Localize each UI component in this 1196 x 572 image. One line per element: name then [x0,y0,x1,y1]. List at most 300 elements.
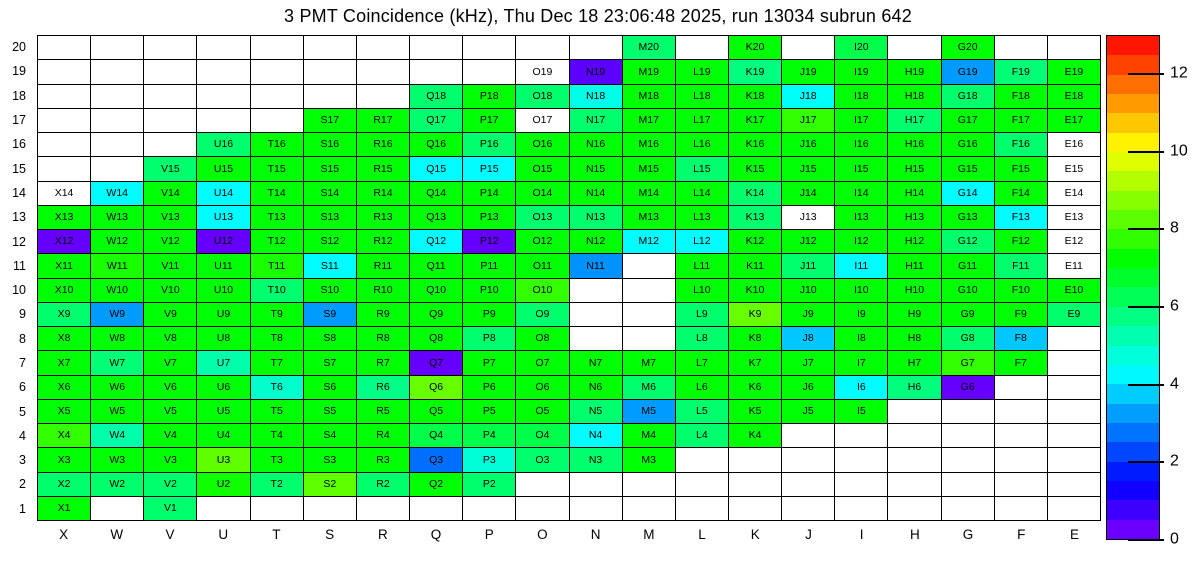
heatmap-cell-S1 [304,497,357,521]
heatmap-cell-T14: T14 [251,182,304,206]
heatmap-cell-L16: L16 [676,133,729,157]
heatmap-cell-M11 [623,254,676,278]
heatmap-cell-X19 [38,60,91,84]
heatmap-cell-K17: K17 [729,109,782,133]
heatmap-cell-F16: F16 [995,133,1048,157]
column-label-L: L [698,527,706,542]
heatmap-cell-R4: R4 [357,424,410,448]
heatmap-cell-L5: L5 [676,400,729,424]
heatmap-cell-G12: G12 [942,230,995,254]
column-label-P: P [484,527,494,542]
heatmap-cell-F2 [995,473,1048,497]
heatmap-cell-X18 [38,85,91,109]
heatmap-cell-K9: K9 [729,303,782,327]
heatmap-cell-G4 [942,424,995,448]
heatmap-cell-P3: P3 [463,448,516,472]
heatmap-cell-P18: P18 [463,85,516,109]
heatmap-cell-G2 [942,473,995,497]
heatmap-cell-I16: I16 [835,133,888,157]
heatmap-cell-E1 [1048,497,1101,521]
heatmap-cell-H9: H9 [888,303,941,327]
heatmap-cell-E15: E15 [1048,157,1101,181]
heatmap-cell-M14: M14 [623,182,676,206]
heatmap-cell-T2: T2 [251,473,304,497]
heatmap-cell-V12: V12 [144,230,197,254]
heatmap-cell-P19 [463,60,516,84]
heatmap-cell-L12: L12 [676,230,729,254]
heatmap-cell-Q19 [410,60,463,84]
heatmap-cell-S18 [304,85,357,109]
heatmap-cell-F12: F12 [995,230,1048,254]
heatmap-cell-S15: S15 [304,157,357,181]
heatmap-cell-L2 [676,473,729,497]
heatmap-cell-T12: T12 [251,230,304,254]
heatmap-cell-S16: S16 [304,133,357,157]
heatmap-cell-M13: M13 [623,206,676,230]
row-label-20: 20 [12,40,26,55]
heatmap-cell-W18 [91,85,144,109]
heatmap-cell-G3 [942,448,995,472]
heatmap-cell-F13: F13 [995,206,1048,230]
heatmap-cell-G15: G15 [942,157,995,181]
column-label-H: H [909,527,920,542]
heatmap-cell-W2: W2 [91,473,144,497]
heatmap-cell-T1 [251,497,304,521]
heatmap-cell-H4 [888,424,941,448]
column-label-V: V [165,527,175,542]
heatmap-cell-W8: W8 [91,327,144,351]
heatmap-cell-T16: T16 [251,133,304,157]
heatmap-cell-S7: S7 [304,351,357,375]
column-label-K: K [750,527,760,542]
heatmap-cell-X8: X8 [38,327,91,351]
heatmap-cell-F14: F14 [995,182,1048,206]
heatmap-cell-X4: X4 [38,424,91,448]
heatmap-cell-K6: K6 [729,376,782,400]
heatmap-cell-X20 [38,36,91,60]
chart-title: 3 PMT Coincidence (kHz), Thu Dec 18 23:06:48 2025, run 13034 subrun 642 [284,6,912,26]
heatmap-cell-J4 [782,424,835,448]
heatmap-cell-R9: R9 [357,303,410,327]
heatmap-cell-I15: I15 [835,157,888,181]
heatmap-cell-S14: S14 [304,182,357,206]
heatmap-cell-M15: M15 [623,157,676,181]
row-label-1: 1 [19,501,26,516]
heatmap-cell-E5 [1048,400,1101,424]
row-label-5: 5 [19,404,26,419]
heatmap-cell-I17: I17 [835,109,888,133]
heatmap-cell-W19 [91,60,144,84]
heatmap-cell-Q11: Q11 [410,254,463,278]
heatmap-cell-W6: W6 [91,376,144,400]
heatmap-cell-V3: V3 [144,448,197,472]
heatmap-cell-O3: O3 [516,448,569,472]
heatmap-cell-V15: V15 [144,157,197,181]
heatmap-cell-Q12: Q12 [410,230,463,254]
heatmap-cell-H1 [888,497,941,521]
heatmap-cell-G7: G7 [942,351,995,375]
heatmap-cell-H13: H13 [888,206,941,230]
heatmap-cell-Q6: Q6 [410,376,463,400]
heatmap-cell-H6: H6 [888,376,941,400]
heatmap-cell-J6: J6 [782,376,835,400]
heatmap-cell-P7: P7 [463,351,516,375]
heatmap-cell-N7: N7 [570,351,623,375]
heatmap-cell-G10: G10 [942,279,995,303]
heatmap-cell-R16: R16 [357,133,410,157]
heatmap-cell-T7: T7 [251,351,304,375]
heatmap-cell-T3: T3 [251,448,304,472]
heatmap-cell-Q10: Q10 [410,279,463,303]
heatmap-cell-M18: M18 [623,85,676,109]
heatmap-cell-J12: J12 [782,230,835,254]
heatmap-cell-H10: H10 [888,279,941,303]
column-label-Q: Q [430,527,442,542]
heatmap-cell-V20 [144,36,197,60]
column-label-I: I [859,527,864,542]
heatmap-cell-V13: V13 [144,206,197,230]
row-label-3: 3 [19,453,26,468]
heatmap-cell-O5: O5 [516,400,569,424]
heatmap-cell-Q14: Q14 [410,182,463,206]
heatmap-cell-P5: P5 [463,400,516,424]
row-label-17: 17 [12,113,26,128]
heatmap-cell-O16: O16 [516,133,569,157]
heatmap-cell-X12: X12 [38,230,91,254]
heatmap-cell-S12: S12 [304,230,357,254]
heatmap-cell-K7: K7 [729,351,782,375]
colorbar-band [1107,404,1159,423]
heatmap-cell-N3: N3 [570,448,623,472]
heatmap-cell-V4: V4 [144,424,197,448]
colorbar-band [1107,520,1159,539]
heatmap-cell-H2 [888,473,941,497]
heatmap-cell-J11: J11 [782,254,835,278]
row-label-9: 9 [19,307,26,322]
colorbar-band [1107,75,1159,94]
heatmap-cell-P11: P11 [463,254,516,278]
row-label-13: 13 [12,210,26,225]
colorbar-band [1107,481,1159,500]
heatmap-cell-K12: K12 [729,230,782,254]
heatmap-cell-W14: W14 [91,182,144,206]
heatmap-cell-M12: M12 [623,230,676,254]
heatmap-cell-H5 [888,400,941,424]
heatmap-cell-S9: S9 [304,303,357,327]
heatmap-cell-G14: G14 [942,182,995,206]
heatmap-cell-U18 [197,85,250,109]
heatmap-cell-R18 [357,85,410,109]
column-label-G: G [962,527,974,542]
heatmap-cell-W4: W4 [91,424,144,448]
heatmap-cell-E11: E11 [1048,254,1101,278]
heatmap-cell-H19: H19 [888,60,941,84]
colorbar-scale [1106,35,1160,540]
column-label-S: S [325,527,335,542]
heatmap-cell-S20 [304,36,357,60]
heatmap-cell-U15: U15 [197,157,250,181]
heatmap-cell-O12: O12 [516,230,569,254]
heatmap-cell-W17 [91,109,144,133]
heatmap-cell-H14: H14 [888,182,941,206]
heatmap-cell-E9: E9 [1048,303,1101,327]
heatmap-cell-O6: O6 [516,376,569,400]
heatmap-cell-S5: S5 [304,400,357,424]
heatmap-cell-E4 [1048,424,1101,448]
heatmap-cell-V16 [144,133,197,157]
heatmap-cell-O14: O14 [516,182,569,206]
heatmap-cell-F15: F15 [995,157,1048,181]
heatmap-cell-J8: J8 [782,327,835,351]
heatmap-cell-R12: R12 [357,230,410,254]
colorbar-band [1107,442,1159,461]
heatmap-cell-I12: I12 [835,230,888,254]
heatmap-cell-M8 [623,327,676,351]
heatmap-cell-R1 [357,497,410,521]
heatmap-cell-U5: U5 [197,400,250,424]
heatmap-cell-N2 [570,473,623,497]
heatmap-cell-K16: K16 [729,133,782,157]
heatmap-cell-X7: X7 [38,351,91,375]
heatmap-cell-S2: S2 [304,473,357,497]
heatmap-cell-O17: O17 [516,109,569,133]
heatmap-cell-P6: P6 [463,376,516,400]
heatmap-cell-J1 [782,497,835,521]
heatmap-cell-L11: L11 [676,254,729,278]
colorbar-band [1107,133,1159,152]
heatmap-cell-E6 [1048,376,1101,400]
heatmap-cell-N14: N14 [570,182,623,206]
heatmap-cell-P17: P17 [463,109,516,133]
heatmap-cell-K19: K19 [729,60,782,84]
heatmap-cell-J3 [782,448,835,472]
heatmap-cell-O4: O4 [516,424,569,448]
heatmap-cell-R17: R17 [357,109,410,133]
colorbar-tick-label-2: 2 [1170,452,1179,470]
heatmap-cell-Q7: Q7 [410,351,463,375]
colorbar-band [1107,326,1159,345]
heatmap-cell-J15: J15 [782,157,835,181]
heatmap-cell-E10: E10 [1048,279,1101,303]
heatmap-cell-S13: S13 [304,206,357,230]
heatmap-cell-I8: I8 [835,327,888,351]
heatmap-cell-E20 [1048,36,1101,60]
heatmap-cell-U7: U7 [197,351,250,375]
colorbar-band [1107,307,1159,326]
heatmap-cell-L14: L14 [676,182,729,206]
colorbar-band [1107,249,1159,268]
heatmap-cell-P15: P15 [463,157,516,181]
column-label-J: J [805,527,812,542]
colorbar-band [1107,423,1159,442]
heatmap-cell-G8: G8 [942,327,995,351]
heatmap-cell-V10: V10 [144,279,197,303]
heatmap-cell-V1: V1 [144,497,197,521]
heatmap-cell-F19: F19 [995,60,1048,84]
heatmap-cell-E12: E12 [1048,230,1101,254]
heatmap-cell-E7 [1048,351,1101,375]
heatmap-cell-T10: T10 [251,279,304,303]
heatmap-cell-M10 [623,279,676,303]
heatmap-cell-F4 [995,424,1048,448]
heatmap-cell-F20 [995,36,1048,60]
heatmap-cell-R3: R3 [357,448,410,472]
heatmap-cell-W9: W9 [91,303,144,327]
heatmap-cell-X14: X14 [38,182,91,206]
heatmap-cell-P10: P10 [463,279,516,303]
heatmap-cell-Q4: Q4 [410,424,463,448]
heatmap-cell-O20 [516,36,569,60]
heatmap-cell-E2 [1048,473,1101,497]
heatmap-cell-O11: O11 [516,254,569,278]
heatmap-cell-W1 [91,497,144,521]
heatmap-cell-H18: H18 [888,85,941,109]
heatmap-cell-R5: R5 [357,400,410,424]
heatmap-cell-L4: L4 [676,424,729,448]
heatmap-cell-N10 [570,279,623,303]
heatmap-cell-N1 [570,497,623,521]
colorbar-band [1107,229,1159,248]
heatmap-cell-R14: R14 [357,182,410,206]
heatmap-cell-F8: F8 [995,327,1048,351]
heatmap-cell-V7: V7 [144,351,197,375]
heatmap-cell-I7: I7 [835,351,888,375]
colorbar-band [1107,191,1159,210]
heatmap-cell-E17: E17 [1048,109,1101,133]
heatmap-cell-N11: N11 [570,254,623,278]
heatmap-cell-W11: W11 [91,254,144,278]
heatmap-cell-N12: N12 [570,230,623,254]
heatmap-cell-F1 [995,497,1048,521]
heatmap-cell-P20 [463,36,516,60]
heatmap-cell-L19: L19 [676,60,729,84]
heatmap-cell-U14: U14 [197,182,250,206]
column-label-E: E [1069,527,1079,542]
heatmap-cell-T13: T13 [251,206,304,230]
heatmap-cell-I3 [835,448,888,472]
heatmap-cell-W5: W5 [91,400,144,424]
heatmap-cell-V2: V2 [144,473,197,497]
heatmap-cell-J7: J7 [782,351,835,375]
heatmap-cell-K18: K18 [729,85,782,109]
heatmap-cell-R19 [357,60,410,84]
heatmap-cell-M17: M17 [623,109,676,133]
heatmap-cell-T4: T4 [251,424,304,448]
heatmap-cell-N16: N16 [570,133,623,157]
heatmap-cell-J19: J19 [782,60,835,84]
heatmap-cell-M19: M19 [623,60,676,84]
heatmap-cell-K10: K10 [729,279,782,303]
heatmap-cell-F5 [995,400,1048,424]
row-label-16: 16 [12,137,26,152]
heatmap-cell-T19 [251,60,304,84]
column-label-T: T [272,527,281,542]
heatmap-cell-U13: U13 [197,206,250,230]
heatmap-cell-T11: T11 [251,254,304,278]
heatmap-cell-M20: M20 [623,36,676,60]
heatmap-cell-S3: S3 [304,448,357,472]
row-label-19: 19 [12,64,26,79]
heatmap-cell-J5: J5 [782,400,835,424]
heatmap-cell-J18: J18 [782,85,835,109]
row-label-14: 14 [12,185,26,200]
heatmap-cell-S10: S10 [304,279,357,303]
heatmap-cell-O7: O7 [516,351,569,375]
heatmap-cell-T18 [251,85,304,109]
heatmap-cell-R8: R8 [357,327,410,351]
heatmap-cell-X2: X2 [38,473,91,497]
heatmap-cell-X13: X13 [38,206,91,230]
heatmap-cell-T9: T9 [251,303,304,327]
heatmap-cell-T5: T5 [251,400,304,424]
heatmap-grid [37,35,1101,521]
heatmap-cell-Q5: Q5 [410,400,463,424]
heatmap-cell-I1 [835,497,888,521]
heatmap-cell-I18: I18 [835,85,888,109]
heatmap-cell-Q3: Q3 [410,448,463,472]
heatmap-cell-K2 [729,473,782,497]
heatmap-cell-Q2: Q2 [410,473,463,497]
colorbar-band [1107,171,1159,190]
heatmap-cell-S8: S8 [304,327,357,351]
heatmap-cell-Q18: Q18 [410,85,463,109]
heatmap-cell-N5: N5 [570,400,623,424]
heatmap-cell-I11: I11 [835,254,888,278]
heatmap-cell-M3: M3 [623,448,676,472]
heatmap-cell-M7: M7 [623,351,676,375]
heatmap-cell-I14: I14 [835,182,888,206]
heatmap-cell-I2 [835,473,888,497]
heatmap-cell-H20 [888,36,941,60]
heatmap-cell-R20 [357,36,410,60]
heatmap-cell-Q15: Q15 [410,157,463,181]
heatmap-cell-M2 [623,473,676,497]
heatmap-cell-G13: G13 [942,206,995,230]
heatmap-cell-W13: W13 [91,206,144,230]
heatmap-cell-G16: G16 [942,133,995,157]
colorbar-tick-label-4: 4 [1170,375,1179,393]
heatmap-cell-I4 [835,424,888,448]
column-label-M: M [643,527,655,542]
heatmap-cell-I9: I9 [835,303,888,327]
y-axis-row-labels [0,35,31,521]
row-label-18: 18 [12,88,26,103]
heatmap-cell-G11: G11 [942,254,995,278]
heatmap-cell-V6: V6 [144,376,197,400]
heatmap-cell-X16 [38,133,91,157]
heatmap-cell-P9: P9 [463,303,516,327]
heatmap-cell-J10: J10 [782,279,835,303]
heatmap-cell-R2: R2 [357,473,410,497]
colorbar-band [1107,55,1159,74]
heatmap-cell-U3: U3 [197,448,250,472]
heatmap-cell-L15: L15 [676,157,729,181]
heatmap-cell-U17 [197,109,250,133]
heatmap-cell-P1 [463,497,516,521]
heatmap-cell-K3 [729,448,782,472]
heatmap-cell-W16 [91,133,144,157]
heatmap-cell-F7: F7 [995,351,1048,375]
heatmap-cell-U9: U9 [197,303,250,327]
heatmap-cell-X6: X6 [38,376,91,400]
heatmap-cell-O19: O19 [516,60,569,84]
heatmap-cell-E13: E13 [1048,206,1101,230]
heatmap-cell-E16: E16 [1048,133,1101,157]
heatmap-cell-K14: K14 [729,182,782,206]
heatmap-cell-Q9: Q9 [410,303,463,327]
colorbar-band [1107,113,1159,132]
heatmap-cell-I19: I19 [835,60,888,84]
